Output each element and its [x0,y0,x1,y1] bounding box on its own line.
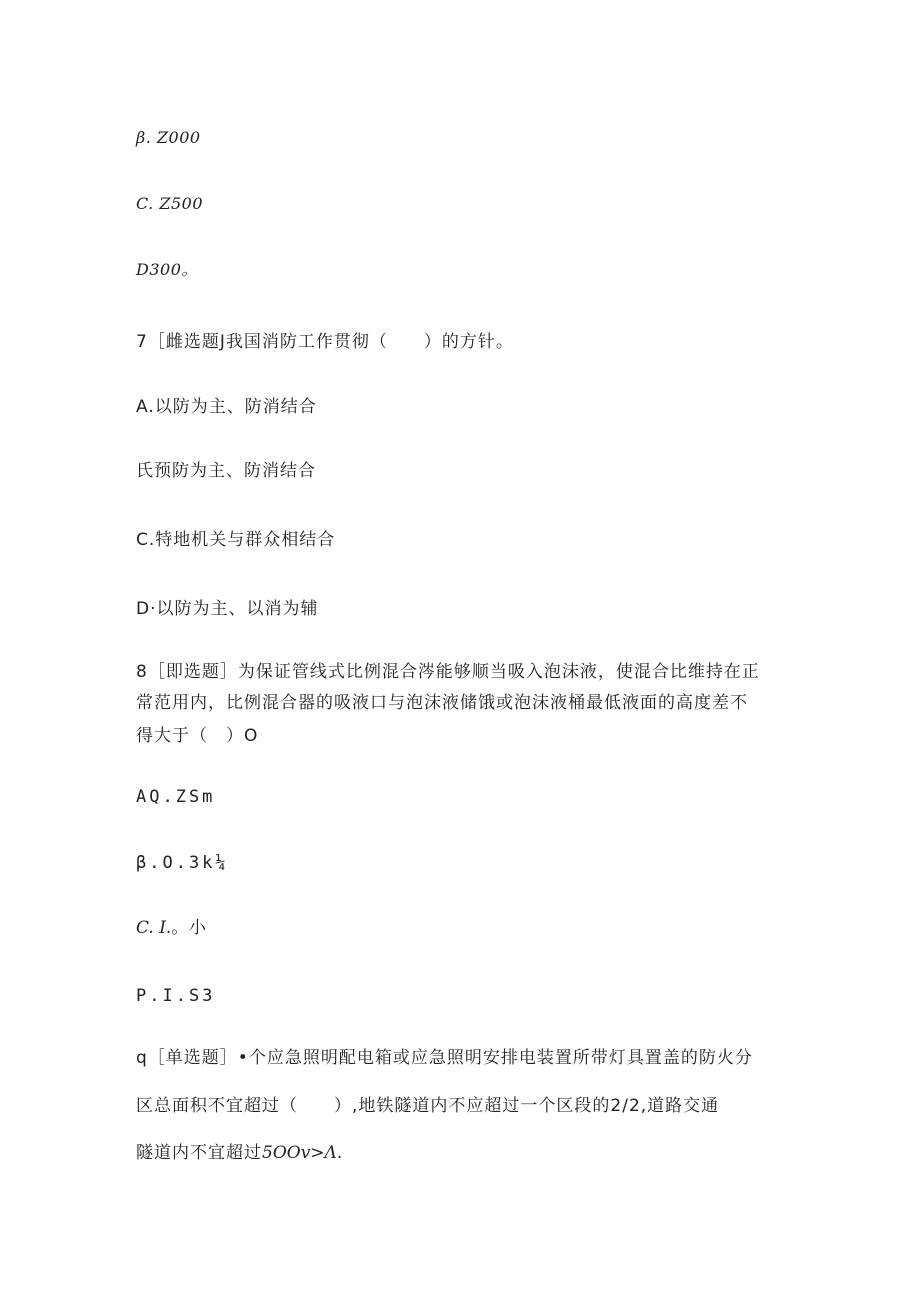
question-8-option-a: AQ.ZSm [136,787,216,807]
question-7-stem: 7［雌选题J我国消防工作贯彻（ ）的方针。 [136,332,514,352]
question-9-stem-line-1: q［单选题］•个应急照明配电箱或应急照明安排电装置所带灯具置盖的防火分 [136,1048,753,1068]
option-d-prev: D300。 [136,260,198,279]
question-8-option-c-label: C. I. [136,918,172,938]
question-8-stem-line-3: 得大于（ ）O [136,726,259,746]
question-9-stem-line-3 [136,1141,342,1165]
question-7-option-b: 氏预防为主、防消结合 [136,461,316,481]
option-b-prev: β. Z000 [136,128,201,147]
question-9-stem-line-3-text: 隧道内不宜超过 [136,1143,262,1163]
question-7-option-d: D·以防为主、以消为辅 [136,599,319,619]
question-8-stem-line-2: 常范用内，比例混合器的吸液口与泡沫液储饿或泡沫液桶最低液面的高度差不 [136,693,748,713]
question-8-option-d: P.I.S3 [136,986,216,1006]
question-9-stem-line-2: 区总面积不宜超过（ ）,地铁隧道内不应超过一个区段的2/2,道路交通 [136,1096,720,1116]
question-7-option-c: C.特地机关与群众相结合 [136,530,336,550]
question-8-option-c [136,916,206,940]
question-8-option-b: β.O.3k¼ [136,853,229,873]
question-8-option-c-text: 。小 [171,918,207,938]
question-8-stem-line-1: 8［即选题］为保证管线式比例混合涔能够顺当吸入泡沫液，使混合比维持在正 [136,662,760,682]
question-9-stem-line-3-value: 5OOv>Λ. [262,1143,343,1163]
question-7-option-a: A.以防为主、防消结合 [136,397,317,417]
option-c-prev: C. Z500 [136,194,203,213]
